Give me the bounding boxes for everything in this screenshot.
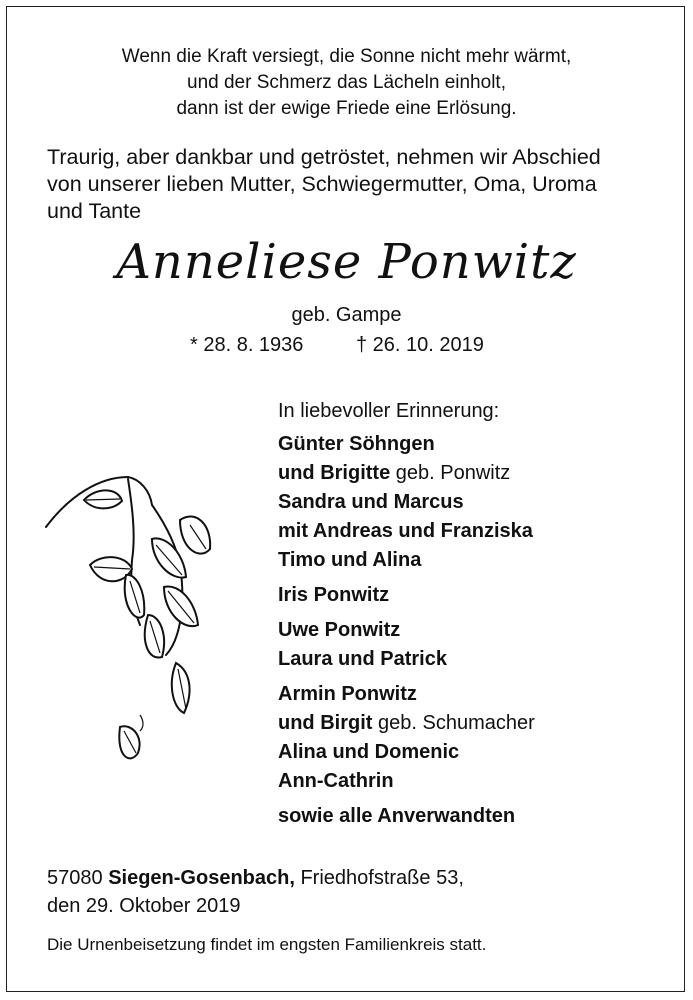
family-line xyxy=(278,680,678,709)
family-line xyxy=(278,488,678,517)
family-line xyxy=(278,546,678,575)
death-date: † 26. 10. 2019 xyxy=(356,334,484,356)
address-block xyxy=(47,864,667,920)
poem-line: dann ist der ewige Friede eine Erlösung. xyxy=(176,98,517,119)
family-line xyxy=(278,616,678,645)
family-name: Laura und Patrick xyxy=(278,648,447,670)
family-line xyxy=(278,430,678,459)
poem-line: Wenn die Kraft versiegt, die Sonne nicht mehr wärmt, xyxy=(121,46,572,67)
family-name: Günter Söhngen xyxy=(278,433,435,455)
family-name: und Brigitte xyxy=(278,462,391,484)
family-name: und Birgit xyxy=(278,712,373,734)
intro-line: und Tante xyxy=(47,199,142,223)
family-heading: In liebevoller Erinnerung: xyxy=(278,400,500,422)
family-name: sowie alle Anverwandten xyxy=(278,805,516,827)
family-line xyxy=(278,581,678,610)
poem xyxy=(0,44,693,122)
family-name: Timo und Alina xyxy=(278,549,422,571)
family-name: Uwe Ponwitz xyxy=(278,619,401,641)
deceased-name: Anneliese Ponwitz xyxy=(116,234,577,290)
falling-leaves-illustration xyxy=(40,465,250,785)
postal-code: 57080 xyxy=(47,867,103,889)
family-name: mit Andreas und Franziska xyxy=(278,520,533,542)
place: Siegen-Gosenbach, xyxy=(108,867,295,889)
family-line xyxy=(278,802,678,831)
notice-date: den 29. Oktober 2019 xyxy=(47,895,241,917)
family-line xyxy=(278,738,678,767)
address-line xyxy=(47,864,667,892)
born-name: geb. Gampe xyxy=(291,304,402,326)
intro-line: Traurig, aber dankbar und getröstet, nehmen wir Abschied xyxy=(47,145,601,169)
family-born-name: geb. Ponwitz xyxy=(390,462,511,484)
family-name: Iris Ponwitz xyxy=(278,584,390,606)
family-name: Armin Ponwitz xyxy=(278,683,417,705)
burial-note: Die Urnenbeisetzung findet im engsten Familienkreis statt. xyxy=(47,935,487,954)
family-born-name: geb. Schumacher xyxy=(372,712,535,734)
family-line xyxy=(278,709,678,738)
family-line xyxy=(278,517,678,546)
family-line xyxy=(278,459,678,488)
intro-line: von unserer lieben Mutter, Schwiegermutter, Oma, Uroma xyxy=(47,172,597,196)
street: Friedhofstraße 53, xyxy=(300,867,464,889)
intro-text xyxy=(47,144,657,225)
family-line xyxy=(278,767,678,796)
family-line xyxy=(278,645,678,674)
birth-date: * 28. 8. 1936 xyxy=(190,334,304,356)
poem-line: und der Schmerz das Lächeln einholt, xyxy=(187,72,506,93)
family-name: Sandra und Marcus xyxy=(278,491,464,513)
family-name: Ann-Cathrin xyxy=(278,770,394,792)
family-list xyxy=(278,398,678,831)
family-name: Alina und Domenic xyxy=(278,741,460,763)
